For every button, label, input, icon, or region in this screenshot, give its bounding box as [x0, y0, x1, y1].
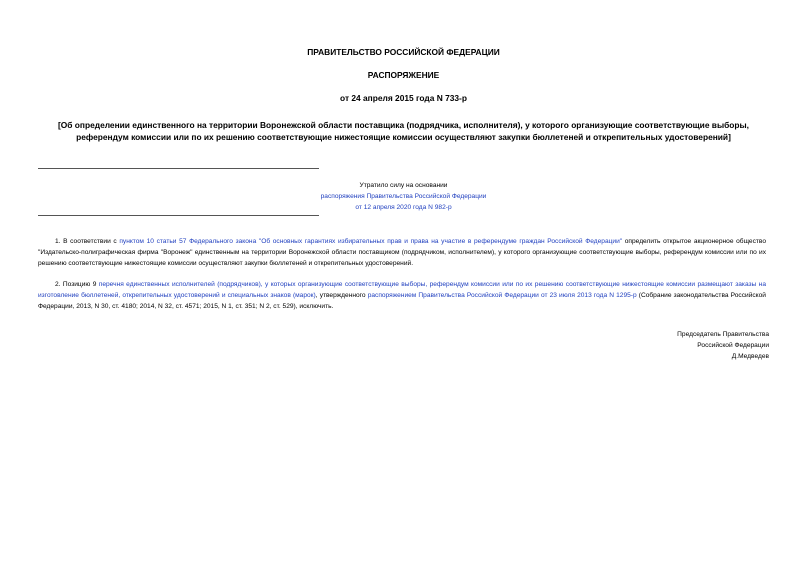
law-link[interactable]: пунктом 10 статьи 57 Федерального закона "Об основных гарантиях избирательных прав и права на участие в референдуме граждан Российской Федерации"	[119, 238, 623, 245]
paragraph-1	[38, 236, 766, 269]
signature-name: Д.Медведев	[731, 353, 769, 360]
divider-bottom	[38, 215, 319, 216]
document-subject: [Об определении единственного на территории Воронежской области поставщика (подрядчика, исполнителя), у которого организующие соответствующие выборы, референдум комиссии или по их решению соответствующие нижестоящие комиссии осуществляют закупки бюллетеней и открепительных удостоверений]	[58, 120, 749, 142]
lost-force-link-date[interactable]: от 12 апреля 2020 года N 982-р	[355, 204, 452, 211]
lost-force-line1: Утратило силу на основании	[359, 182, 448, 189]
signature-position: Председатель Правительства	[677, 331, 769, 338]
paragraph-2	[38, 279, 766, 312]
divider-top	[38, 168, 319, 169]
paragraph-2-prefix: 2. Позицию 9	[55, 281, 99, 288]
paragraph-1-prefix: 1. В соответствии с	[55, 238, 120, 245]
paragraph-1-text: определить открытое акционерное общество "Издательско-полиграфическая фирма "Воронеж" единственным на территории Воронежской области поставщиком (подрядчиком, исполнителем), у которого организующие соответствующие выборы, референдум комиссии или по их решению соответствующие нижестоящие комиссии осуществляют закупки бюллетеней и открепительных удостоверений.	[38, 238, 766, 267]
lost-force-note	[260, 180, 547, 213]
paragraph-2-text: (Собрание законодательства Российской Федерации, 2013, N 30, ст. 4180; 2014, N 32, ст. 4571; 2015, N 1, ст. 351; N 2, ст. 529), исключить.	[38, 292, 766, 310]
signature-country: Российской Федерации	[697, 342, 769, 349]
document-date-number: от 24 апреля 2015 года N 733-р	[340, 93, 467, 103]
list-link[interactable]: перечня единственных исполнителей (подрядчиков), у которых организующие соответствующие выборы, референдум комиссии или по их решению соответствующие нижестоящие комиссии размещают заказы на изготовление бюллетеней, открепительных удостоверений и специальных знаков (марок)	[38, 281, 766, 299]
government-title: ПРАВИТЕЛЬСТВО РОССИЙСКОЙ ФЕДЕРАЦИИ	[307, 47, 500, 57]
lost-force-link[interactable]: распоряжения Правительства Российской Федерации	[320, 193, 487, 200]
paragraph-2-middle: , утвержденного	[315, 292, 368, 299]
document-type: РАСПОРЯЖЕНИЕ	[367, 70, 440, 80]
signature-block	[677, 329, 769, 362]
order-link[interactable]: распоряжением Правительства Российской Федерации от 23 июля 2013 года N 1295-р	[367, 292, 637, 299]
